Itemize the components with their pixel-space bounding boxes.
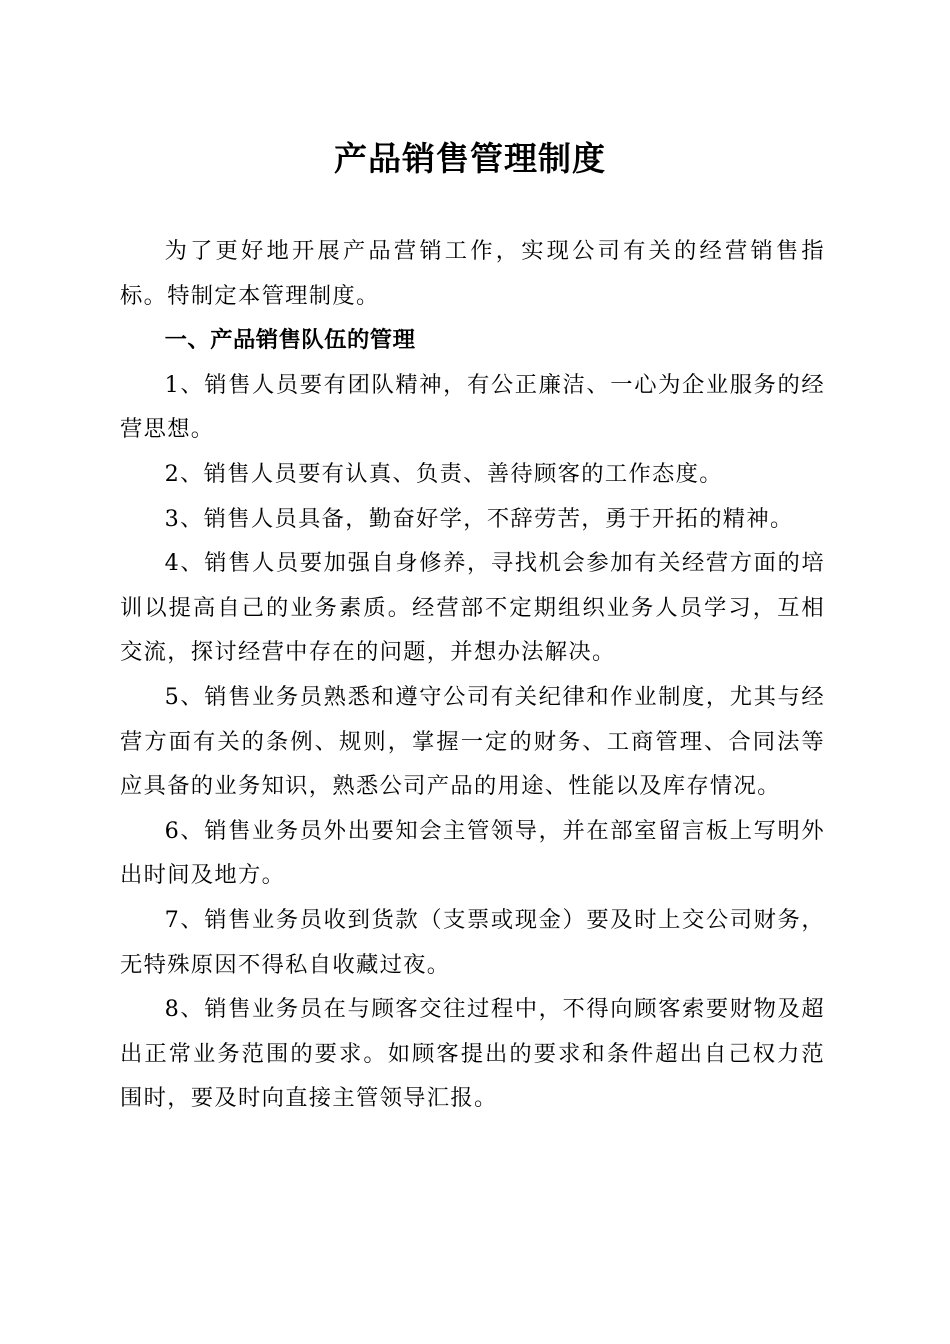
rule-item-3: 3、销售人员具备，勤奋好学，不辞劳苦，勇于开拓的精神。 [164, 505, 794, 532]
rule-item-7: 7、销售业务员收到货款（支票或现金）要及时上交公司财务，无特殊原因不得私自收藏过夜。 [120, 906, 825, 978]
intro-paragraph: 为了更好地开展产品营销工作，实现公司有关的经营销售指标。特制定本管理制度。 [120, 238, 825, 309]
document-body [120, 229, 825, 1121]
rule-item-2: 2、销售人员要有认真、负责、善待顾客的工作态度。 [164, 460, 723, 487]
rule-item-4: 4、销售人员要加强自身修养，寻找机会参加有关经营方面的培训以提高自己的业务素质。经营部不定期组织业务人员学习，互相交流，探讨经营中存在的问题，并想办法解决。 [120, 550, 825, 666]
rule-item-8: 8、销售业务员在与顾客交往过程中，不得向顾客索要财物及超出正常业务范围的要求。如顾客提出的要求和条件超出自己权力范围时，要及时向直接主管领导汇报。 [120, 996, 825, 1112]
document-title: 产品销售管理制度 [334, 139, 606, 178]
rule-item-1: 1、销售人员要有团队精神，有公正廉洁、一心为企业服务的经营思想。 [120, 371, 825, 443]
rule-item-5: 5、销售业务员熟悉和遵守公司有关纪律和作业制度，尤其与经营方面有关的条例、规则，掌握一定的财务、工商管理、合同法等应具备的业务知识，熟悉公司产品的用途、性能以及库存情况。 [120, 683, 825, 800]
section-heading: 一、产品销售队伍的管理 [164, 327, 416, 354]
rule-item-6: 6、销售业务员外出要知会主管领导，并在部室留言板上写明外出时间及地方。 [120, 817, 825, 889]
